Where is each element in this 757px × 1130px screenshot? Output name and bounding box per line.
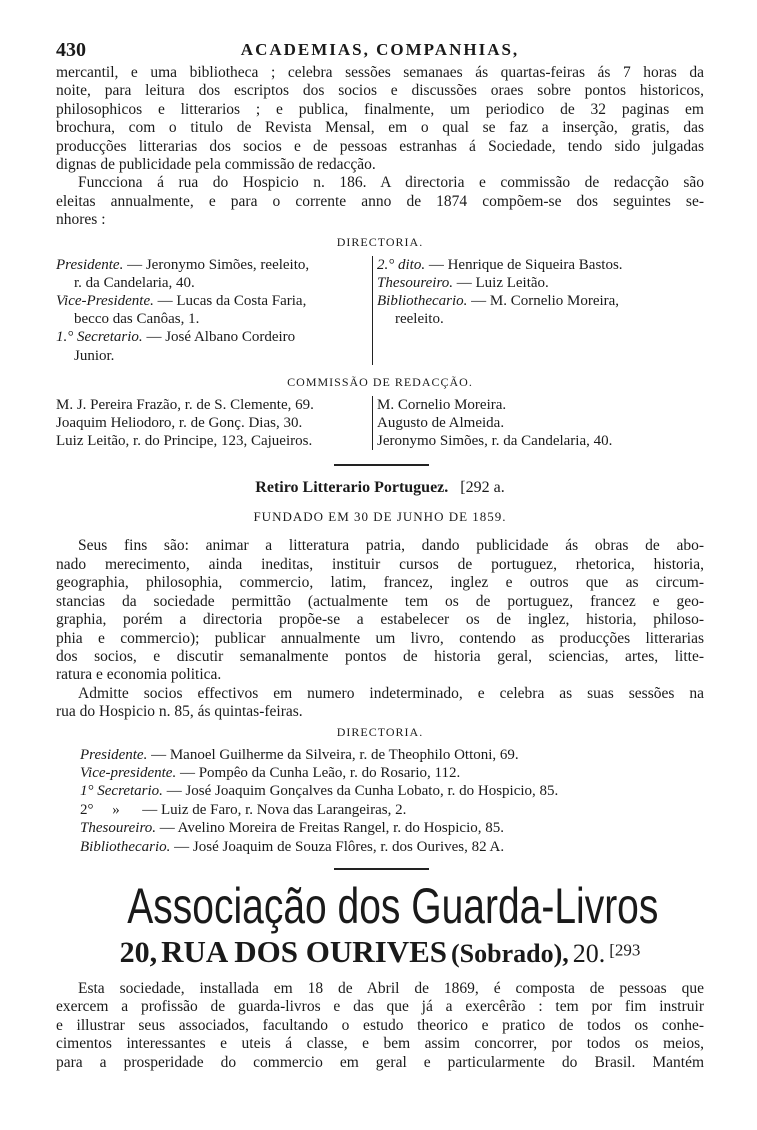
text-line: rua do Hospicio n. 85, ás quintas-feiras. xyxy=(56,703,303,721)
running-title: ACADEMIAS, COMPANHIAS, xyxy=(240,40,520,59)
commissao-left xyxy=(56,396,373,451)
text-line: e illustrar seus associados, facultando o estudo theorico e pratico de todos os conhe- xyxy=(56,1016,704,1034)
role: Thesoureiro. xyxy=(377,274,453,291)
name: — Jeronymo Simões, reeleito, xyxy=(123,256,310,273)
directoria-left xyxy=(56,256,373,365)
text-line: noite, para leitura dos escriptos dos socios e discussões oraes sobre pontos historicos, xyxy=(56,82,704,100)
section-divider xyxy=(334,464,429,466)
role: Presidente. xyxy=(80,746,148,763)
text-line: eleitas annualmente, e para o corrente anno de 1874 compõem-se dos seguintes se- xyxy=(56,192,704,210)
text-line: nhores : xyxy=(56,211,106,229)
role: Bibliothecario. xyxy=(80,838,171,855)
guarda-livros-paragraph xyxy=(56,980,704,1072)
role: Thesoureiro. xyxy=(80,820,156,837)
entry xyxy=(80,819,700,837)
member: M. Cornelio Moreira. xyxy=(377,396,507,413)
role: 2.° dito. xyxy=(377,256,426,273)
role: 1.° Secretario. xyxy=(56,329,143,346)
address: r. da Candelaria, 40. xyxy=(74,274,195,291)
member: Augusto de Almeida. xyxy=(377,415,505,432)
text-line: producções litterarias dos socios e de pessoas estranhas á Sociedade, tendo sido julgadas xyxy=(56,137,704,155)
role: Presidente. xyxy=(56,256,124,273)
text-line: dignas de publicidade pela commissão de redacção. xyxy=(56,156,376,174)
entry xyxy=(377,274,704,292)
street-number: 20, xyxy=(119,935,158,969)
text-line: geographia, philosophia, commercio, latim, francez, inglez e outros que as circum- xyxy=(56,574,704,592)
retiro-paragraph xyxy=(56,537,704,721)
entry xyxy=(56,328,368,346)
text-line: para a prosperidade do commercio em geral e particularmente do Brasil. Mantém xyxy=(56,1053,704,1071)
role: Bibliothecario. xyxy=(377,293,468,310)
page-header xyxy=(56,38,704,64)
entry xyxy=(56,292,368,310)
entry xyxy=(377,256,704,274)
retiro-directoria-list xyxy=(80,746,700,856)
name: — Pompêo da Cunha Leão, r. do Rosario, 112. xyxy=(176,764,461,781)
address: becco das Canôas, 1. xyxy=(74,311,200,328)
street-name: RUA DOS OURIVES xyxy=(161,933,448,969)
text-line: exercem a profissão de guarda-livros e das que já a exercêrão : tem por fim instruir xyxy=(56,998,704,1016)
reference-number: [293 xyxy=(609,940,641,960)
entry xyxy=(80,801,700,819)
address: reeleito. xyxy=(395,311,444,328)
member: M. J. Pereira Frazão, r. de S. Clemente, 69. xyxy=(56,396,314,413)
name: — Henrique de Siqueira Bastos. xyxy=(425,256,623,273)
entry xyxy=(80,782,700,800)
name: — Avelino Moreira de Freitas Rangel, r. do Hospicio, 85. xyxy=(155,820,504,837)
text-line: Admitte socios effectivos em numero indeterminado, e celebra as suas sessões na xyxy=(78,684,704,702)
text-line: ratura e economia politica. xyxy=(56,666,222,684)
member: Luiz Leitão, r. do Principe, 123, Cajueiros. xyxy=(56,433,313,450)
entry xyxy=(80,764,700,782)
directoria-table xyxy=(56,256,704,365)
entry xyxy=(56,256,368,274)
page-number: 430 xyxy=(56,39,86,61)
section-divider xyxy=(334,868,429,870)
text-line: Seus fins são: animar a litteratura patria, dando publicidade ás obras de abo- xyxy=(78,537,704,555)
entry xyxy=(80,746,700,764)
reference-number: [292 a. xyxy=(460,479,505,497)
text-line: Funcciona á rua do Hospicio n. 186. A directoria e commissão de redacção são xyxy=(78,174,704,192)
address: Junior. xyxy=(74,347,115,364)
name: — José Joaquim de Souza Flôres, r. dos Ourives, 82 A. xyxy=(170,838,505,855)
member: Joaquim Heliodoro, r. de Gonç. Dias, 30. xyxy=(56,415,303,432)
text-line: stancias da sociedade permittão (actualmente tem os de portuguez, francez e geo- xyxy=(56,592,704,610)
text-line: dos socios, e discutir semanalmente pontos de historia geral, sciencias, artes, litte- xyxy=(56,647,704,665)
name: — M. Cornelio Moreira, xyxy=(467,293,620,310)
text-line: mercantil, e uma bibliotheca ; celebra sessões semanaes ás quartas-feiras ás 7 horas da xyxy=(56,64,704,81)
text-line: brochura, com o titulo de Revista Mensal, em o qual se faz a inserção, gratis, das xyxy=(56,119,704,137)
commissao-right xyxy=(373,396,704,451)
role: 1° Secretario. xyxy=(80,783,163,800)
name: — Lucas da Costa Faria, xyxy=(153,293,307,310)
section-title: Associação dos Guarda-Livros xyxy=(127,877,659,934)
entry xyxy=(377,292,704,310)
role: Vice-Presidente. xyxy=(56,293,154,310)
commissao-heading: COMMISSÃO DE REDACÇÃO. xyxy=(287,374,473,389)
text-line: Esta sociedade, installada em 18 de Abril de 1869, é composta de pessoas que xyxy=(78,979,704,997)
role: 2° » xyxy=(80,801,120,818)
directoria-heading: DIRECTORIA. xyxy=(336,724,424,739)
address-note: (Sobrado), xyxy=(451,938,569,968)
name: — Luiz de Faro, r. Nova das Larangeiras, 2. xyxy=(119,801,407,818)
name: — José Joaquim Gonçalves da Cunha Lobato, r. do Hospicio, 85. xyxy=(162,783,559,800)
member: Jeronymo Simões, r. da Candelaria, 40. xyxy=(377,433,613,450)
founded-line: FUNDADO EM 30 DE JUNHO DE 1859. xyxy=(253,509,507,525)
text-line: nado merecimento, ainda ineditas, instituir cursos de portuguez, rhetorica, historia, xyxy=(56,555,704,573)
commissao-table xyxy=(56,396,704,451)
name: — Luiz Leitão. xyxy=(452,274,549,291)
street-number: 20. xyxy=(572,938,606,968)
role: Vice-presidente. xyxy=(80,764,177,781)
text-line: phia e commercio); publicar annualmente um livro, contendo as producções litterarias xyxy=(56,629,704,647)
intro-paragraph xyxy=(56,64,704,230)
address-line xyxy=(56,934,704,976)
directoria-right xyxy=(373,256,704,365)
name: — José Albano Cordeiro xyxy=(142,329,296,346)
guarda-livros-title-wrap xyxy=(56,878,704,934)
retiro-title-line xyxy=(56,477,704,499)
page xyxy=(56,0,704,1072)
name: — Manoel Guilherme da Silveira, r. de Theophilo Ottoni, 69. xyxy=(147,746,519,763)
entry xyxy=(80,838,700,856)
section-title: Retiro Litterario Portuguez. xyxy=(255,479,449,497)
text-line: graphia, porém a directoria propõe-se a estabelecer os de inglez, historia, philoso- xyxy=(56,611,704,629)
text-line: cimentos interessantes e uteis á classe, e bem assim concorrer, por todos os meios, xyxy=(56,1035,704,1053)
text-line: philosophicos e litterarios ; e publica, finalmente, um periodico de 32 paginas em xyxy=(56,100,704,118)
directoria-heading: DIRECTORIA. xyxy=(336,234,424,249)
